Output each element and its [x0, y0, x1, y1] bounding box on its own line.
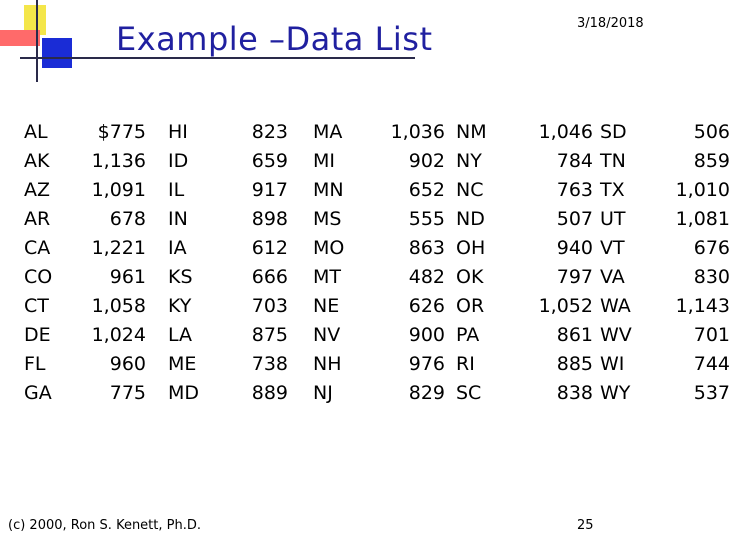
state-value: 829 — [408, 382, 445, 404]
state-value: 507 — [556, 208, 593, 230]
state-code: MN — [313, 179, 344, 201]
state-code: AR — [24, 208, 51, 230]
state-value: 537 — [693, 382, 730, 404]
list-item — [24, 176, 146, 205]
decor-blue-square — [42, 38, 72, 68]
list-item — [600, 234, 730, 263]
state-code: VT — [600, 237, 625, 259]
state-code: OR — [456, 295, 485, 317]
state-code: CO — [24, 266, 53, 288]
state-value: 961 — [109, 266, 146, 288]
state-code: ID — [168, 150, 189, 172]
state-code: MD — [168, 382, 200, 404]
list-item — [456, 147, 593, 176]
state-code: NJ — [313, 382, 333, 404]
list-item — [313, 118, 445, 147]
state-value: 775 — [109, 382, 146, 404]
state-code: IA — [168, 237, 187, 259]
list-item — [600, 292, 730, 321]
state-code: WV — [600, 324, 632, 346]
list-item — [456, 118, 593, 147]
state-value: 1,081 — [675, 208, 730, 230]
state-code: TN — [600, 150, 626, 172]
list-item — [168, 292, 288, 321]
list-item — [313, 147, 445, 176]
state-value: 659 — [251, 150, 288, 172]
state-value: 626 — [408, 295, 445, 317]
list-item — [24, 350, 146, 379]
list-item — [456, 379, 593, 408]
state-code: VA — [600, 266, 625, 288]
list-item — [313, 234, 445, 263]
state-value: 1,024 — [91, 324, 146, 346]
list-item — [600, 379, 730, 408]
state-value: 898 — [251, 208, 288, 230]
list-item — [313, 205, 445, 234]
state-code: IL — [168, 179, 185, 201]
state-code: NY — [456, 150, 482, 172]
list-item — [168, 147, 288, 176]
list-item — [24, 263, 146, 292]
state-value: 738 — [251, 353, 288, 375]
data-column-1 — [24, 118, 146, 408]
state-code: NC — [456, 179, 484, 201]
list-item — [313, 379, 445, 408]
state-code: MA — [313, 121, 343, 143]
state-value: 678 — [109, 208, 146, 230]
data-column-3 — [313, 118, 445, 408]
state-code: GA — [24, 382, 52, 404]
state-value: 976 — [408, 353, 445, 375]
state-code: PA — [456, 324, 480, 346]
list-item — [24, 234, 146, 263]
data-column-4 — [456, 118, 593, 408]
slide-title: Example –Data List — [116, 20, 433, 58]
list-item — [313, 263, 445, 292]
state-value: 859 — [693, 150, 730, 172]
state-code: FL — [24, 353, 46, 375]
list-item — [600, 176, 730, 205]
state-value: 676 — [693, 237, 730, 259]
state-value: 652 — [408, 179, 445, 201]
state-value: 823 — [251, 121, 288, 143]
state-value: 612 — [251, 237, 288, 259]
list-item — [456, 263, 593, 292]
state-value: 763 — [556, 179, 593, 201]
state-code: OK — [456, 266, 484, 288]
state-code: KS — [168, 266, 193, 288]
slide-date: 3/18/2018 — [577, 16, 644, 31]
list-item — [168, 379, 288, 408]
state-code: UT — [600, 208, 626, 230]
state-value: 1,010 — [675, 179, 730, 201]
state-code: NV — [313, 324, 341, 346]
state-value: 797 — [556, 266, 593, 288]
state-code: DE — [24, 324, 51, 346]
state-code: MI — [313, 150, 335, 172]
state-code: IN — [168, 208, 188, 230]
list-item — [24, 205, 146, 234]
list-item — [168, 321, 288, 350]
state-value: 838 — [556, 382, 593, 404]
list-item — [24, 292, 146, 321]
state-value: 902 — [408, 150, 445, 172]
state-value: 666 — [251, 266, 288, 288]
state-code: MO — [313, 237, 345, 259]
list-item — [600, 205, 730, 234]
page-number: 25 — [577, 518, 594, 533]
state-code: NH — [313, 353, 342, 375]
list-item — [168, 234, 288, 263]
list-item — [313, 350, 445, 379]
state-value: 917 — [251, 179, 288, 201]
list-item — [24, 147, 146, 176]
list-item — [313, 176, 445, 205]
state-code: ME — [168, 353, 197, 375]
list-item — [168, 118, 288, 147]
state-code: TX — [600, 179, 625, 201]
footer-copyright: (c) 2000, Ron S. Kenett, Ph.D. — [8, 518, 201, 533]
state-value: 744 — [693, 353, 730, 375]
list-item — [168, 350, 288, 379]
state-value: 1,143 — [675, 295, 730, 317]
list-item — [24, 321, 146, 350]
state-code: SC — [456, 382, 482, 404]
list-item — [24, 118, 146, 147]
list-item — [313, 321, 445, 350]
state-code: AL — [24, 121, 48, 143]
state-code: CA — [24, 237, 51, 259]
state-code: SD — [600, 121, 627, 143]
state-value: 784 — [556, 150, 593, 172]
state-code: WI — [600, 353, 625, 375]
list-item — [600, 350, 730, 379]
state-code: MS — [313, 208, 342, 230]
state-code: MT — [313, 266, 341, 288]
state-code: AZ — [24, 179, 51, 201]
list-item — [456, 321, 593, 350]
list-item — [24, 379, 146, 408]
state-code: NE — [313, 295, 340, 317]
state-value: 1,221 — [91, 237, 146, 259]
state-code: KY — [168, 295, 192, 317]
state-value: 701 — [693, 324, 730, 346]
state-code: ND — [456, 208, 485, 230]
state-value: 703 — [251, 295, 288, 317]
state-value: 885 — [556, 353, 593, 375]
state-value: 1,036 — [390, 121, 445, 143]
state-value: 1,052 — [538, 295, 593, 317]
state-value: 861 — [556, 324, 593, 346]
state-value: 863 — [408, 237, 445, 259]
state-value: 900 — [408, 324, 445, 346]
decor-vertical-line — [36, 0, 38, 82]
list-item — [600, 321, 730, 350]
state-code: RI — [456, 353, 475, 375]
list-item — [168, 205, 288, 234]
data-column-2 — [168, 118, 288, 408]
state-code: OH — [456, 237, 486, 259]
state-value: 830 — [693, 266, 730, 288]
list-item — [168, 176, 288, 205]
state-code: CT — [24, 295, 49, 317]
list-item — [456, 234, 593, 263]
list-item — [168, 263, 288, 292]
state-value: 1,091 — [91, 179, 146, 201]
data-column-5 — [600, 118, 730, 408]
list-item — [600, 118, 730, 147]
state-value: 889 — [251, 382, 288, 404]
state-value: 555 — [408, 208, 445, 230]
state-code: NM — [456, 121, 487, 143]
state-value: 1,136 — [91, 150, 146, 172]
state-value: $775 — [97, 121, 146, 143]
state-value: 482 — [408, 266, 445, 288]
state-code: AK — [24, 150, 50, 172]
list-item — [600, 147, 730, 176]
state-code: HI — [168, 121, 188, 143]
decor-red-square — [0, 30, 40, 46]
state-value: 1,046 — [538, 121, 593, 143]
state-value: 506 — [693, 121, 730, 143]
state-code: LA — [168, 324, 193, 346]
state-value: 940 — [556, 237, 593, 259]
state-value: 1,058 — [91, 295, 146, 317]
list-item — [600, 263, 730, 292]
state-code: WY — [600, 382, 631, 404]
state-value: 960 — [109, 353, 146, 375]
state-code: WA — [600, 295, 631, 317]
list-item — [313, 292, 445, 321]
list-item — [456, 292, 593, 321]
state-value: 875 — [251, 324, 288, 346]
list-item — [456, 176, 593, 205]
list-item — [456, 350, 593, 379]
list-item — [456, 205, 593, 234]
